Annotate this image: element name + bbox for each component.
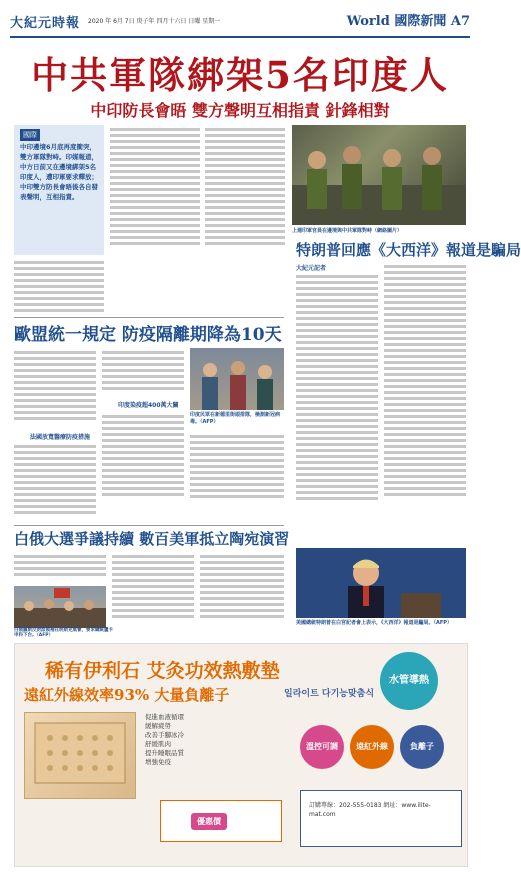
election-photo-caption: 白俄羅斯反對派領袖在明斯克集會，要求總統盧卡申科下台。（AFP） bbox=[14, 628, 113, 638]
lead-headline: 中共軍隊綁架5名印度人 bbox=[31, 53, 449, 97]
europe-subhead-2: 印度染疫超400萬大關 bbox=[118, 402, 179, 409]
europe-headline: 歐盟統一規定 防疫隔離期降為10天 bbox=[14, 325, 282, 345]
article-text-block bbox=[200, 552, 284, 637]
europe-photo-caption: 印度民眾在新德里街頭排隊，檢測新冠病毒。（AFP） bbox=[190, 412, 281, 425]
article-text-block bbox=[14, 348, 96, 428]
summary-label: 國際 bbox=[20, 129, 40, 141]
heating-mat-image bbox=[25, 713, 135, 798]
lead-photo bbox=[292, 125, 466, 225]
article-text-block bbox=[112, 552, 194, 637]
issue-date: 2020 年 6月 7日 庚子年 四月十六日 日曜 星期一 bbox=[88, 18, 221, 25]
ad-promo-label: 優惠價 bbox=[191, 813, 227, 830]
people-image bbox=[190, 348, 284, 410]
section-title: World 國際新聞 A7 bbox=[346, 14, 470, 29]
masthead bbox=[10, 6, 470, 38]
divider bbox=[14, 525, 284, 526]
article-text-block bbox=[384, 262, 466, 542]
europe-subhead-1: 法國放寬醫療防疫措施 bbox=[30, 434, 91, 441]
ad-promo-box bbox=[160, 800, 282, 842]
product-image bbox=[24, 712, 136, 799]
ad-subheadline: 遠紅外線效率93% 大量負離子 bbox=[24, 686, 230, 704]
election-photo bbox=[14, 586, 106, 628]
ad-contact-box bbox=[300, 790, 462, 847]
ad-korean-text: 일라이트 다기능맞춤식 bbox=[284, 689, 375, 699]
divider bbox=[14, 317, 284, 318]
lead-photo-caption: 上週印軍官員在邊境與中共軍隊對峙（網絡圖片） bbox=[292, 228, 403, 234]
president-image bbox=[296, 548, 466, 618]
ad-badge-infrared: 遠紅外線 bbox=[350, 725, 394, 769]
ad-benefit: 緩解疲勞 bbox=[145, 722, 171, 730]
article-text-block bbox=[296, 272, 378, 542]
ad-benefit: 舒緩肌肉 bbox=[145, 740, 171, 748]
europe-photo bbox=[190, 348, 284, 410]
trump-headline: 特朗普回應《大西洋》報道是騙局 bbox=[296, 241, 521, 259]
ad-benefit-list bbox=[145, 712, 295, 766]
soldiers-image bbox=[292, 125, 466, 225]
article-text-block bbox=[190, 432, 284, 522]
ad-benefit: 改善手腳冰冷 bbox=[145, 731, 184, 739]
ad-benefit: 促進血液循環 bbox=[145, 713, 184, 721]
trump-photo-caption: 美國總統特朗普在白宮記者會上表示，《大西洋》報道是騙局。（AFP） bbox=[296, 620, 452, 626]
ad-badge-temp: 溫控可調 bbox=[300, 725, 344, 769]
trump-byline: 大紀元記者 bbox=[296, 265, 327, 272]
article-text-block bbox=[14, 442, 96, 524]
article-text-block bbox=[102, 348, 184, 398]
ad-benefit: 增強免疫 bbox=[145, 758, 171, 766]
article-text-block bbox=[14, 258, 104, 316]
ad-badge-ions: 負離子 bbox=[400, 725, 444, 769]
article-text-block bbox=[205, 125, 285, 260]
article-text-block bbox=[14, 552, 106, 584]
lead-subheadline: 中印防長會晤 雙方聲明互相指責 針鋒相對 bbox=[90, 101, 390, 120]
ad-headline: 稀有伊利石 艾灸功效熱敷墊 bbox=[45, 660, 280, 682]
newspaper-logo: 大紀元時報 bbox=[10, 16, 81, 31]
ad-contact-text: 訂購專線：202-555-0183 網址：www.ilite-mat.com bbox=[309, 802, 431, 818]
election-headline: 白俄大選爭議持續 數百美軍抵立陶宛演習 bbox=[14, 530, 290, 548]
article-text-block bbox=[102, 412, 184, 522]
ad-benefit: 提升睡眠品質 bbox=[145, 749, 184, 757]
trump-photo bbox=[296, 548, 466, 618]
ad-badge-heat: 水管導熱 bbox=[380, 652, 438, 710]
crowd-image bbox=[14, 586, 106, 628]
summary-text: 中印邊境6月底再度衝突，雙方軍隊對峙。印媒報道，中方日前又在邊境綁架5名印度人，遭印軍要求釋放；中印雙方防長會晤後各自發表聲明，互相指責。 bbox=[20, 143, 98, 201]
article-text-block bbox=[110, 125, 200, 260]
